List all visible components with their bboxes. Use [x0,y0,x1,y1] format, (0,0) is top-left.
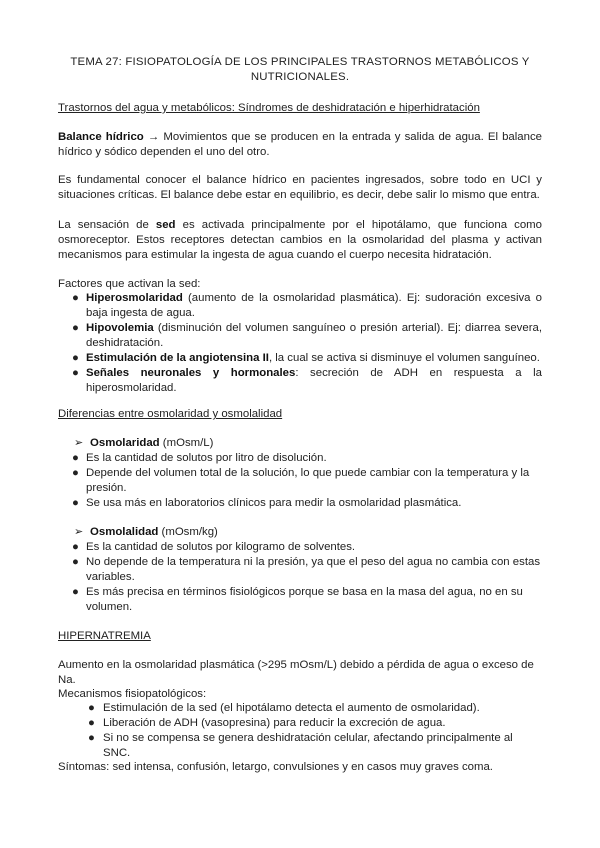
list-item-text: Estimulación de la sed (el hipotálamo detecta el aumento de osmolaridad). [103,702,480,714]
list-item [58,731,542,761]
hipernatremia-definition: Aumento en la osmolaridad plasmática (>295 mOsm/L) debido a pérdida de agua o exceso de Na. [58,659,534,686]
factor-term: Estimulación de la angiotensina II [86,352,269,364]
bullet-icon: ● [72,586,79,598]
list-item-text: Es más precisa en términos fisiológicos porque se basa en la masa del agua, no en su volumen. [86,586,523,613]
osmolalidad-heading [58,525,542,540]
osmolaridad-block [58,436,542,511]
osmolalidad-unit: (mOsm/kg) [158,526,218,538]
sed-after: es activada principalmente por el hipotálamo, que funciona como osmoreceptor. Estos receptores detectan cambios en la osmolaridad del plasma y activan mecanismos para estimular la ingesta de agua cuando el cuerpo necesita hidratación. [58,219,542,261]
balance-text: → Movimientos que se producen en la entrada y salida de agua. El balance hídrico y sódico dependen el uno del otro. [58,131,542,158]
osmolalidad-list [58,540,542,615]
osmolaridad-heading [58,436,542,451]
list-item [58,466,542,496]
section-heading-trastornos: Trastornos del agua y metabólicos: Síndromes de deshidratación e hiperhidratación [58,102,480,114]
osmolaridad-unit: (mOsm/L) [159,437,214,449]
bullet-icon: ● [88,732,95,744]
list-item [58,555,542,585]
list-item [58,321,542,351]
bullet-icon: ● [72,452,79,464]
title-line-1: TEMA 27: FISIOPATOLOGÍA DE LOS PRINCIPALES TRASTORNOS METABÓLICOS Y [70,56,530,68]
osmolalidad-block [58,525,542,615]
symptoms-paragraph: Síntomas: sed intensa, confusión, letargo, convulsiones y en casos muy graves coma. [58,761,493,773]
bullet-icon: ● [72,467,79,479]
bullet-icon: ● [72,541,79,553]
mechanisms-list [58,701,542,761]
bullet-icon: ● [88,702,95,714]
list-item [58,351,542,366]
factor-text: : secreción de ADH en respuesta a la hiperosmolaridad. [86,367,542,394]
factors-heading: Factores que activan la sed: [58,278,201,290]
document-title [60,55,540,85]
list-item-text: Se usa más en laboratorios clínicos para medir la osmolaridad plasmática. [86,497,462,509]
list-item-text: Es la cantidad de solutos por kilogramo de solventes. [86,541,356,553]
term-balance-hidrico: Balance hídrico [58,131,144,143]
factor-term: Hipovolemia [86,322,154,334]
paragraph-sed [58,218,542,263]
list-item [58,585,542,615]
arrow-icon: ➢ [74,437,84,449]
osmolaridad-list [58,451,542,511]
list-item-text: Es la cantidad de solutos por litro de disolución. [86,452,327,464]
factor-text: , la cual se activa si disminuye el volumen sanguíneo. [268,352,540,364]
list-item [58,496,542,511]
title-line-2: NUTRICIONALES. [250,71,350,83]
list-item-text: Si no se compensa se genera deshidratación celular, afectando principalmente al SNC. [103,732,513,759]
bullet-icon: ● [72,352,79,364]
list-item [58,540,542,555]
list-item-text: Liberación de ADH (vasopresina) para reducir la excreción de agua. [103,717,446,729]
paragraph-balance-hidrico [58,130,542,160]
section-heading-diferencias: Diferencias entre osmolaridad y osmolalidad [58,408,283,420]
mechanisms-heading: Mecanismos fisiopatológicos: [58,688,207,700]
list-item [58,291,542,321]
list-item [58,366,542,396]
sed-before: La sensación de [58,219,156,231]
bullet-icon: ● [72,497,79,509]
arrow-icon: ➢ [74,526,84,538]
list-item [58,701,542,716]
list-item-text: No depende de la temperatura ni la presión, ya que el peso del agua no cambia con estas variables. [86,556,541,583]
list-item [58,716,542,731]
list-item-text: Depende del volumen total de la solución, lo que puede cambiar con la temperatura y la presión. [86,467,530,494]
term-osmolalidad: Osmolalidad [90,526,159,538]
factors-list [58,291,542,396]
term-osmolaridad: Osmolaridad [90,437,160,449]
section-heading-hipernatremia: HIPERNATREMIA [58,630,151,642]
bullet-icon: ● [72,292,79,304]
factor-term: Hiperosmolaridad [86,292,183,304]
bullet-icon: ● [72,367,79,379]
factor-term: Señales neuronales y hormonales [86,367,296,379]
factor-text: (disminución del volumen sanguíneo o presión arterial). Ej: diarrea severa, deshidratación. [86,322,542,349]
bullet-icon: ● [72,322,79,334]
bullet-icon: ● [88,717,95,729]
bullet-icon: ● [72,556,79,568]
term-sed: sed [155,219,176,231]
list-item [58,451,542,466]
paragraph-uci: Es fundamental conocer el balance hídrico en pacientes ingresados, sobre todo en UCI y situaciones críticas. El balance debe estar en equilibrio, es decir, debe salir lo mismo que entra. [58,174,542,201]
factor-text: (aumento de la osmolaridad plasmática). Ej: sudoración excesiva o baja ingesta de agua. [86,292,542,319]
